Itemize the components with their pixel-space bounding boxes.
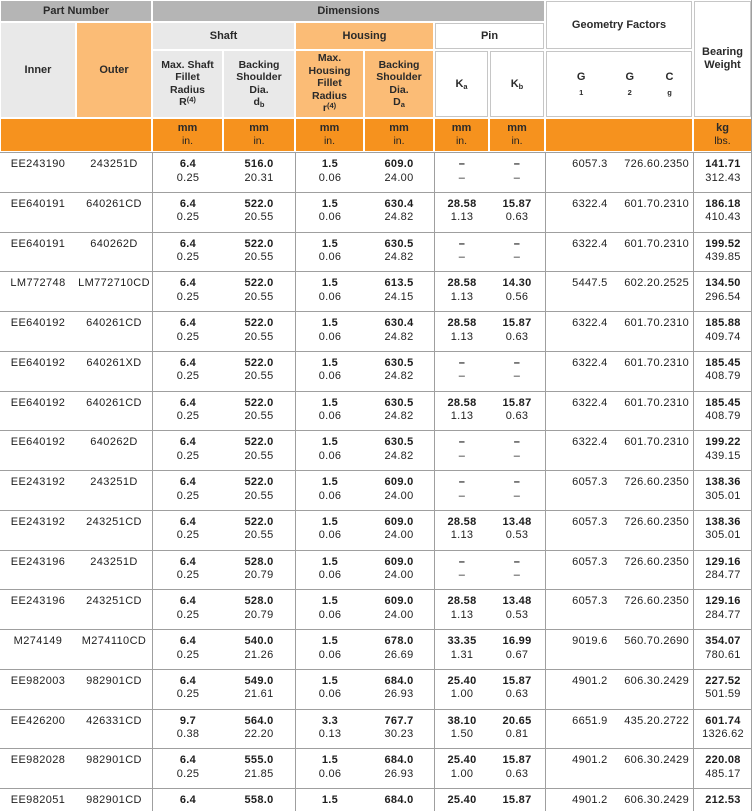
ka-cell: 25.40 1.00 xyxy=(434,670,489,709)
kb-cell: 15.87 0.63 xyxy=(502,197,532,224)
bearing-weight-cell: 129.16 284.77 xyxy=(693,551,752,590)
bearing-weight-cell: 134.50 296.54 xyxy=(693,272,752,311)
table-row xyxy=(0,510,752,550)
table-row xyxy=(0,430,752,470)
shaft-fillet-radius-cell: 6.4 0.25 xyxy=(152,431,223,470)
housing-backing-shoulder-cell: 609.0 24.00 xyxy=(384,476,414,502)
ka-cell: – – xyxy=(434,153,489,192)
outer-part-number: 243251CD xyxy=(86,595,142,608)
bearing-weight-cell: 199.22 439.15 xyxy=(693,431,752,470)
housing-backing-shoulder-cell: 609.0 24.00 xyxy=(384,158,414,184)
bearing-weight-cell: 185.88 409.74 xyxy=(693,312,752,351)
housing-backing-shoulder-cell: 609.0 24.00 xyxy=(384,595,414,621)
table-row xyxy=(0,629,752,669)
outer-part-number: 243251D xyxy=(90,555,138,568)
housing-backing-shoulder-cell: 613.5 24.15 xyxy=(384,277,414,303)
shaft-fillet-radius-cell: 6.4 0.25 xyxy=(152,153,223,192)
bearing-weight-cell: 141.71 312.43 xyxy=(693,153,752,192)
ka-cell: – – xyxy=(434,471,489,510)
kb-cell: – – xyxy=(513,476,521,502)
housing-backing-shoulder-cell: 609.0 24.00 xyxy=(384,515,414,542)
housing-backing-shoulder-cell: 630.5 24.82 xyxy=(384,436,414,462)
shaft-backing-shoulder-cell: 522.0 20.55 xyxy=(244,197,274,224)
geometry-factors-cell: 5447.5 602.2 0.2525 xyxy=(545,272,693,311)
ka-cell: – – xyxy=(434,352,489,391)
units-housing-da: mm in. xyxy=(365,119,433,151)
header-part-number: Part Number xyxy=(1,1,151,21)
table-row xyxy=(0,391,752,431)
kb-cell: 20.65 0.81 xyxy=(502,714,532,740)
shaft-fillet-radius-cell: 6.4 0.25 xyxy=(152,749,223,788)
shaft-fillet-radius-cell: 6.4 0.25 xyxy=(152,471,223,510)
bearing-weight-cell: 227.52 501.59 xyxy=(693,670,752,709)
bearing-weight-cell: 220.08 485.17 xyxy=(693,749,752,788)
inner-part-number: EE640192 xyxy=(10,436,66,449)
bearing-weight-cell: 138.36 305.01 xyxy=(693,511,752,550)
kb-cell: 15.87 xyxy=(502,794,532,806)
housing-backing-shoulder-cell: 630.5 24.82 xyxy=(384,356,414,383)
housing-fillet-radius-cell: 1.5 0.06 xyxy=(295,670,364,709)
geometry-factors-cell: 6322.4 601.7 0.2310 xyxy=(545,193,693,232)
shaft-fillet-radius-cell: 6.4 0.25 xyxy=(152,233,223,272)
shaft-backing-shoulder-cell: 522.0 20.55 xyxy=(244,356,274,383)
housing-backing-shoulder-cell: 630.5 24.82 xyxy=(384,237,414,263)
geometry-factors-cell: 6322.4 601.7 0.2310 xyxy=(545,233,693,272)
shaft-fillet-radius-cell: 9.7 0.38 xyxy=(152,710,223,749)
table-row xyxy=(0,788,752,811)
outer-part-number: 982901CD xyxy=(86,794,142,806)
geometry-factors-cell: 6057.3 726.6 0.2350 xyxy=(545,471,693,510)
kb-cell: – – xyxy=(513,436,521,462)
inner-part-number: EE640191 xyxy=(10,237,66,250)
ka-cell: 25.40 xyxy=(434,789,489,811)
geometry-factors-cell: 4901.2 606.3 0.2429 xyxy=(545,789,693,811)
housing-backing-shoulder-cell: 684.0 26.93 xyxy=(384,754,414,780)
kb-cell: – – xyxy=(513,237,521,263)
inner-part-number: EE243192 xyxy=(10,476,66,488)
bearing-weight-cell: 186.18 410.43 xyxy=(693,193,752,232)
shaft-backing-shoulder-cell: 528.0 20.79 xyxy=(244,595,274,621)
table-rows xyxy=(0,152,752,811)
shaft-backing-shoulder-cell: 555.0 21.85 xyxy=(244,754,274,780)
outer-part-number: 982901CD xyxy=(86,754,142,767)
bearing-weight-cell: 601.74 1326.62 xyxy=(693,710,752,749)
outer-part-number: 426331CD xyxy=(86,714,142,727)
shaft-backing-shoulder-cell: 528.0 20.79 xyxy=(244,555,274,581)
ka-cell: 28.58 1.13 xyxy=(434,272,489,311)
housing-backing-shoulder-cell: 678.0 26.69 xyxy=(384,635,414,661)
header-kb: Kb xyxy=(490,51,544,117)
geometry-factors-cell: 6057.3 726.6 0.2350 xyxy=(545,511,693,550)
table-row xyxy=(0,709,752,749)
inner-part-number: EE243190 xyxy=(10,158,66,170)
shaft-backing-shoulder-cell: 516.0 20.31 xyxy=(244,158,274,184)
housing-fillet-radius-cell: 1.5 0.06 xyxy=(295,630,364,669)
kb-cell: 15.87 0.63 xyxy=(502,396,532,422)
units-geometry-blank xyxy=(546,119,692,151)
housing-fillet-radius-cell: 1.5 0.06 xyxy=(295,312,364,351)
table-row xyxy=(0,550,752,590)
kb-cell: 16.99 0.67 xyxy=(502,635,532,661)
shaft-fillet-radius-cell: 6.4 0.25 xyxy=(152,193,223,232)
bearing-weight-cell: 129.16 284.77 xyxy=(693,590,752,629)
kb-cell: 15.87 0.63 xyxy=(502,674,532,701)
table-row xyxy=(0,152,752,192)
inner-part-number: EE640192 xyxy=(10,317,66,329)
bearing-weight-cell: 354.07 780.61 xyxy=(693,630,752,669)
shaft-backing-shoulder-cell: 558.0 xyxy=(244,794,274,806)
geometry-factors-cell: 6651.9 435.2 0.2722 xyxy=(545,710,693,749)
housing-backing-shoulder-cell: 630.4 24.82 xyxy=(384,317,414,343)
outer-part-number: 640261XD xyxy=(86,356,142,369)
header-inner: Inner xyxy=(1,23,75,117)
geometry-factors-cell: 9019.6 560.7 0.2690 xyxy=(545,630,693,669)
table-row xyxy=(0,470,752,510)
shaft-backing-shoulder-cell: 522.0 20.55 xyxy=(244,317,274,343)
geometry-factors-cell: 4901.2 606.3 0.2429 xyxy=(545,670,693,709)
header-bearing-weight: Bearing Weight xyxy=(694,1,751,117)
outer-part-number: LM772710CD xyxy=(78,277,150,290)
geometry-factors-cell: 6322.4 601.7 0.2310 xyxy=(545,312,693,351)
housing-fillet-radius-cell: 1.5 0.06 xyxy=(295,392,364,431)
shaft-backing-shoulder-cell: 549.0 21.61 xyxy=(244,674,274,701)
ka-cell: – – xyxy=(434,431,489,470)
outer-part-number: 640261CD xyxy=(86,396,142,409)
header-max-shaft-fillet-radius: Max. Shaft Fillet Radius $R^{(4)}$ xyxy=(153,51,222,117)
housing-fillet-radius-cell: 1.5 0.06 xyxy=(295,511,364,550)
table-row xyxy=(0,669,752,709)
housing-fillet-radius-cell: 1.5 0.06 xyxy=(295,551,364,590)
shaft-fillet-radius-cell: 6.4 0.25 xyxy=(152,272,223,311)
inner-part-number: EE640192 xyxy=(10,356,66,369)
housing-fillet-radius-cell: 3.3 0.13 xyxy=(295,710,364,749)
header-dimensions: Dimensions xyxy=(153,1,544,21)
housing-fillet-radius-cell: 1.5 0.06 xyxy=(295,272,364,311)
ka-cell: 33.35 1.31 xyxy=(434,630,489,669)
shaft-backing-shoulder-cell: 522.0 20.55 xyxy=(244,436,274,462)
outer-part-number: 640261CD xyxy=(86,317,142,329)
shaft-fillet-radius-cell: 6.4 xyxy=(152,789,223,811)
shaft-backing-shoulder-cell: 564.0 22.20 xyxy=(244,714,274,740)
header-geometry-factors: Geometry Factors xyxy=(546,1,692,49)
housing-fillet-radius-cell: 1.5 0.06 xyxy=(295,749,364,788)
units-housing-r: mm in. xyxy=(296,119,363,151)
shaft-fillet-radius-cell: 6.4 0.25 xyxy=(152,590,223,629)
bearing-weight-cell: 185.45 408.79 xyxy=(693,392,752,431)
table-row xyxy=(0,311,752,351)
housing-fillet-radius-cell: 1.5 0.06 xyxy=(295,590,364,629)
inner-part-number: EE426200 xyxy=(10,714,66,727)
header-pin: Pin xyxy=(435,23,544,49)
units-ka: mm in. xyxy=(435,119,488,151)
outer-part-number: 243251D xyxy=(90,158,138,170)
shaft-fillet-radius-cell: 6.4 0.25 xyxy=(152,312,223,351)
housing-backing-shoulder-cell: 684.0 26.93 xyxy=(384,674,414,701)
inner-part-number: EE640192 xyxy=(10,396,66,409)
ka-cell: 38.10 1.50 xyxy=(434,710,489,749)
inner-part-number: EE982028 xyxy=(10,754,66,767)
housing-fillet-radius-cell: 1.5 0.06 xyxy=(295,193,364,232)
housing-fillet-radius-cell: 1.5 0.06 xyxy=(295,431,364,470)
table-row xyxy=(0,589,752,629)
units-part-number-blank xyxy=(1,119,151,151)
shaft-fillet-radius-cell: 6.4 0.25 xyxy=(152,630,223,669)
shaft-fillet-radius-cell: 6.4 0.25 xyxy=(152,392,223,431)
outer-part-number: 243251CD xyxy=(86,515,142,528)
inner-part-number: EE243196 xyxy=(10,595,66,608)
bearing-weight-cell: 199.52 439.85 xyxy=(693,233,752,272)
outer-part-number: 640261CD xyxy=(86,197,142,210)
header-outer: Outer xyxy=(77,23,151,117)
outer-part-number: 640262D xyxy=(90,436,138,449)
ka-cell: 25.40 1.00 xyxy=(434,749,489,788)
kb-cell: 13.48 0.53 xyxy=(502,515,532,542)
housing-fillet-radius-cell: 1.5 xyxy=(295,789,364,811)
table-row xyxy=(0,192,752,232)
geometry-factors-cell: 6057.3 726.6 0.2350 xyxy=(545,590,693,629)
header-ka: Ka xyxy=(435,51,488,117)
inner-part-number: EE982051 xyxy=(10,794,66,806)
kb-cell: – – xyxy=(513,555,521,581)
shaft-fillet-radius-cell: 6.4 0.25 xyxy=(152,352,223,391)
inner-part-number: M274149 xyxy=(13,635,63,647)
housing-backing-shoulder-cell: 767.7 30.23 xyxy=(384,714,414,740)
shaft-fillet-radius-cell: 6.4 0.25 xyxy=(152,670,223,709)
kb-cell: – – xyxy=(513,356,521,383)
geometry-factors-cell: 6057.3 726.6 0.2350 xyxy=(545,153,693,192)
shaft-backing-shoulder-cell: 522.0 20.55 xyxy=(244,237,274,263)
kb-cell: 14.30 0.56 xyxy=(502,277,532,303)
table-row xyxy=(0,271,752,311)
geometry-factors-cell: 6057.3 726.6 0.2350 xyxy=(545,551,693,590)
inner-part-number: EE243192 xyxy=(10,515,66,528)
housing-backing-shoulder-cell: 609.0 24.00 xyxy=(384,555,414,581)
kb-cell: 13.48 0.53 xyxy=(502,595,532,621)
geometry-factors-cell: 6322.4 601.7 0.2310 xyxy=(545,352,693,391)
ka-cell: 28.58 1.13 xyxy=(434,193,489,232)
geometry-factors-cell: 6322.4 601.7 0.2310 xyxy=(545,431,693,470)
housing-fillet-radius-cell: 1.5 0.06 xyxy=(295,352,364,391)
header-housing-backing-shoulder-dia: Backing Shoulder Dia. Da xyxy=(365,51,433,117)
bearing-weight-cell: 185.45 408.79 xyxy=(693,352,752,391)
inner-part-number: LM772748 xyxy=(10,277,66,290)
outer-part-number: 640262D xyxy=(90,237,138,250)
ka-cell: – – xyxy=(434,551,489,590)
ka-cell: 28.58 1.13 xyxy=(434,392,489,431)
table-row xyxy=(0,748,752,788)
housing-backing-shoulder-cell: 630.5 24.82 xyxy=(384,396,414,422)
outer-part-number: M274110CD xyxy=(81,635,147,647)
header-g-factors: G 1 G 2 C g xyxy=(546,51,692,117)
kb-cell: 15.87 0.63 xyxy=(502,754,532,780)
table-row xyxy=(0,351,752,391)
kb-cell: – – xyxy=(513,158,521,184)
inner-part-number: EE982003 xyxy=(10,674,66,687)
units-kb: mm in. xyxy=(490,119,544,151)
kb-cell: 15.87 0.63 xyxy=(502,317,532,343)
bearing-weight-cell: 212.53 xyxy=(693,789,752,811)
header-housing: Housing xyxy=(296,23,433,49)
units-weight: kg lbs. xyxy=(694,119,751,151)
table-header xyxy=(0,0,752,152)
shaft-backing-shoulder-cell: 540.0 21.26 xyxy=(244,635,274,661)
housing-fillet-radius-cell: 1.5 0.06 xyxy=(295,153,364,192)
geometry-factors-cell: 4901.2 606.3 0.2429 xyxy=(545,749,693,788)
geometry-factors-cell: 6322.4 601.7 0.2310 xyxy=(545,392,693,431)
housing-fillet-radius-cell: 1.5 0.06 xyxy=(295,471,364,510)
ka-cell: 28.58 1.13 xyxy=(434,511,489,550)
inner-part-number: EE640191 xyxy=(10,197,66,210)
shaft-fillet-radius-cell: 6.4 0.25 xyxy=(152,551,223,590)
shaft-backing-shoulder-cell: 522.0 20.55 xyxy=(244,277,274,303)
units-shaft-db: mm in. xyxy=(224,119,294,151)
header-shaft-backing-shoulder-dia: Backing Shoulder Dia. db xyxy=(224,51,294,117)
ka-cell: 28.58 1.13 xyxy=(434,312,489,351)
housing-backing-shoulder-cell: 630.4 24.82 xyxy=(384,197,414,224)
shaft-fillet-radius-cell: 6.4 0.25 xyxy=(152,511,223,550)
header-max-housing-fillet-radius: Max. Housing Fillet Radius $r^{(4)}$ xyxy=(296,51,363,117)
units-shaft-r: mm in. xyxy=(153,119,222,151)
outer-part-number: 243251D xyxy=(90,476,138,488)
shaft-backing-shoulder-cell: 522.0 20.55 xyxy=(244,396,274,422)
outer-part-number: 982901CD xyxy=(86,674,142,687)
table-row xyxy=(0,232,752,272)
bearing-weight-cell: 138.36 305.01 xyxy=(693,471,752,510)
housing-fillet-radius-cell: 1.5 0.06 xyxy=(295,233,364,272)
inner-part-number: EE243196 xyxy=(10,555,66,568)
header-shaft: Shaft xyxy=(153,23,294,49)
ka-cell: – – xyxy=(434,233,489,272)
shaft-backing-shoulder-cell: 522.0 20.55 xyxy=(244,476,274,502)
ka-cell: 28.58 1.13 xyxy=(434,590,489,629)
housing-backing-shoulder-cell: 684.0 xyxy=(384,794,414,806)
shaft-backing-shoulder-cell: 522.0 20.55 xyxy=(244,515,274,542)
